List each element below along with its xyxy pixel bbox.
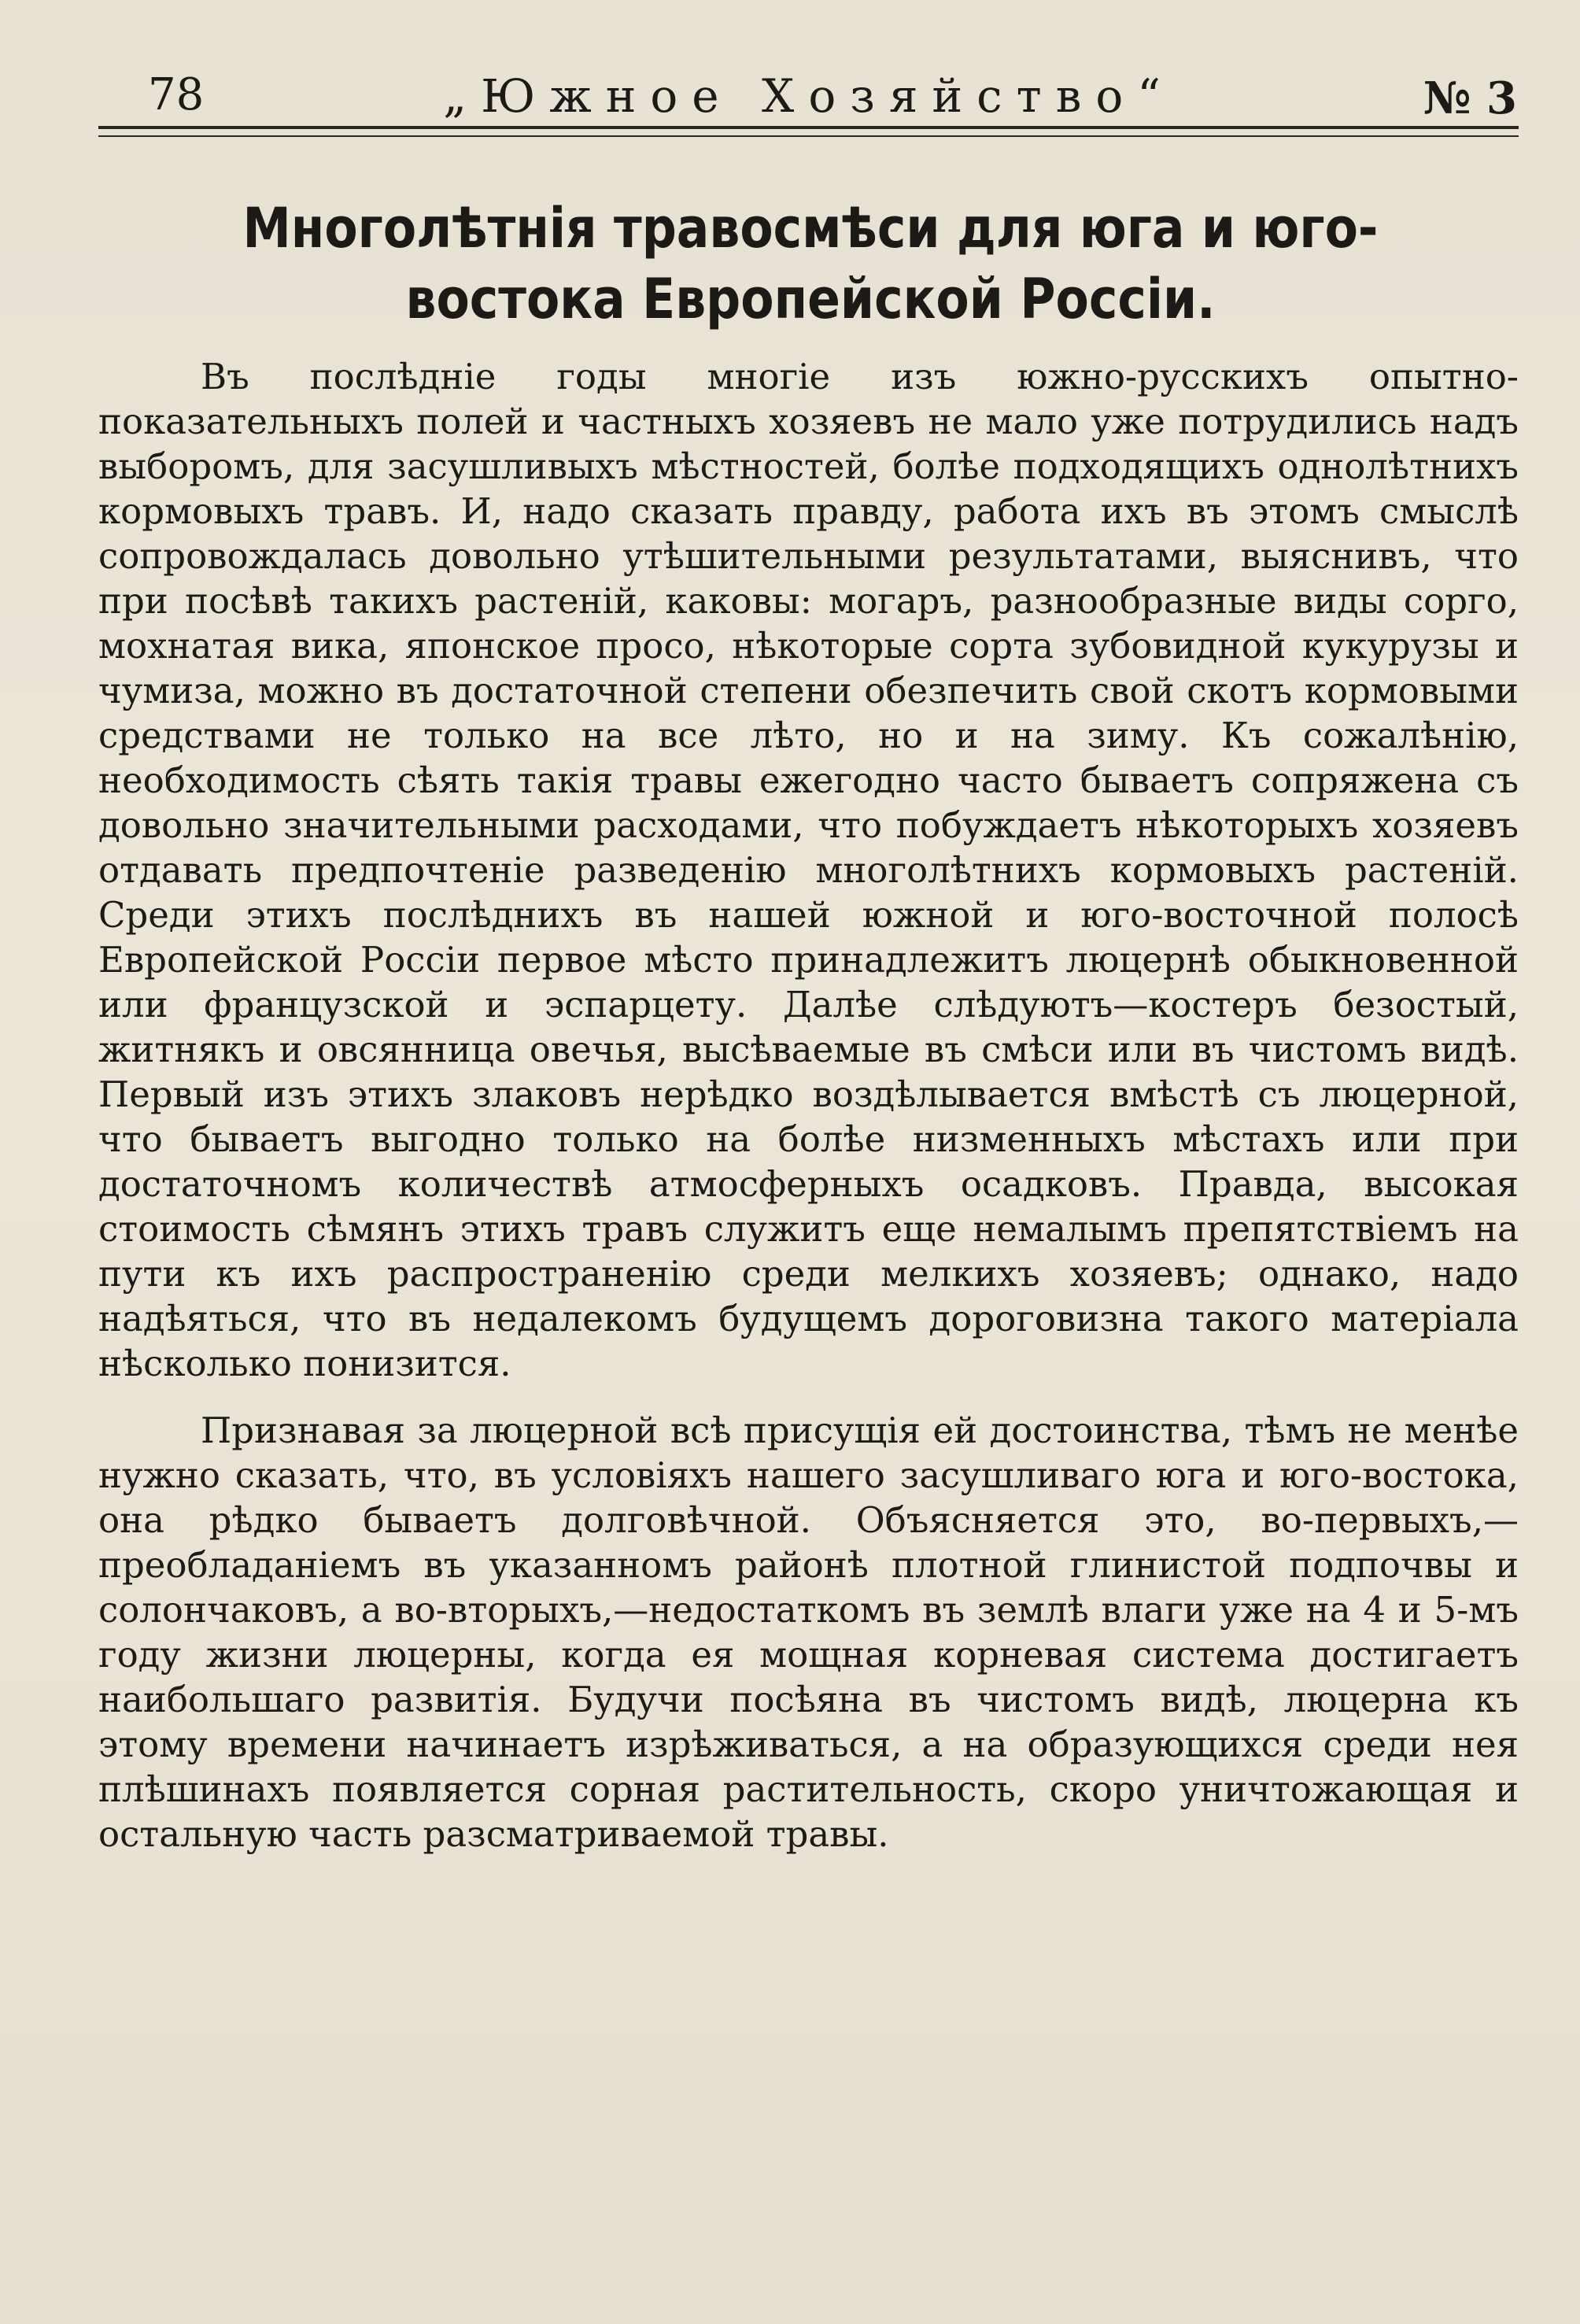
paragraph: Въ послѣдніе годы многіе изъ южно-русскихъ опытно-показательныхъ полей и частныхъ хозяевъ не мало уже потрудились надъ выборомъ, для засушливыхъ мѣстностей, болѣе подходящихъ однолѣтнихъ кормовыхъ травъ. И, надо сказать правду, работа ихъ въ этомъ смыслѣ сопровождалась довольно утѣшительными результатами, выяснивъ, что при посѣвѣ такихъ растеній, каковы: могаръ, разнообразные виды сорго, мохнатая вика, японское просо, нѣкоторые сорта зубовидной кукурузы и чумиза, можно въ достаточной степени обезпечить свой скотъ кормовыми средствами не только на все лѣто, но и на зиму. Къ сожалѣнію, необходимость сѣять такія травы ежегодно часто бываетъ сопряжена съ довольно значительными расходами, что побуждаетъ нѣкоторыхъ хозяевъ отдавать предпочтеніе разведенію многолѣтнихъ кормовыхъ растеній. Среди этихъ послѣднихъ въ нашей южной и юго-восточной полосѣ Европейской Россіи первое мѣсто принадлежитъ люцернѣ обыкновенной или французской и эспарцету. Далѣе слѣдуютъ—костеръ безостый, житнякъ и овсянница овечья, высѣваемые въ смѣси или въ чистомъ видѣ. Первый изъ этихъ злаковъ нерѣдко воздѣлывается вмѣстѣ съ люцерной, что бываетъ выгодно только на болѣе низменныхъ мѣстахъ или при достаточномъ количествѣ атмосферныхъ осадковъ. Правда, высокая стоимость сѣмянъ этихъ травъ служитъ еще немалымъ препятствіемъ на пути къ ихъ распространенію среди мелкихъ хозяевъ; однако, надо надѣяться, что въ недалекомъ будущемъ дороговизна такого матеріала нѣсколько понизится.	[98, 356, 1519, 1384]
journal-title: „Южное Хозяйство“	[443, 69, 1175, 123]
article-title: Многолѣтнія травосмѣси для юга и юго-востока Европейской Россіи.	[242, 196, 1379, 331]
header-rule	[98, 126, 1519, 129]
issue-number: № 3	[1423, 72, 1517, 124]
paragraph: Признавая за люцерной всѣ присущія ей достоинства, тѣмъ не менѣе нужно сказать, что, въ условіяхъ нашего засушливаго юга и юго-востока, она рѣдко бываетъ долговѣчной. Объясняется это, во-первыхъ,—преобладаніемъ въ указанномъ районѣ плотной глинистой подпочвы и солончаковъ, а во-вторыхъ,—недостаткомъ въ землѣ влаги уже на 4 и 5-мъ году жизни люцерны, когда ея мощная корневая система достигаетъ наибольшаго развитія. Будучи посѣяна въ чистомъ видѣ, люцерна къ этому времени начинаетъ изрѣживаться, а на образующихся среди нея плѣшинахъ появляется сорная растительность, скоро уничтожающая и остальную часть разсматриваемой травы.	[98, 1410, 1519, 1855]
header-rule-thin	[98, 135, 1519, 137]
running-header	[101, 63, 1517, 134]
page-number: 78	[148, 69, 205, 120]
article-body	[98, 354, 1519, 1857]
